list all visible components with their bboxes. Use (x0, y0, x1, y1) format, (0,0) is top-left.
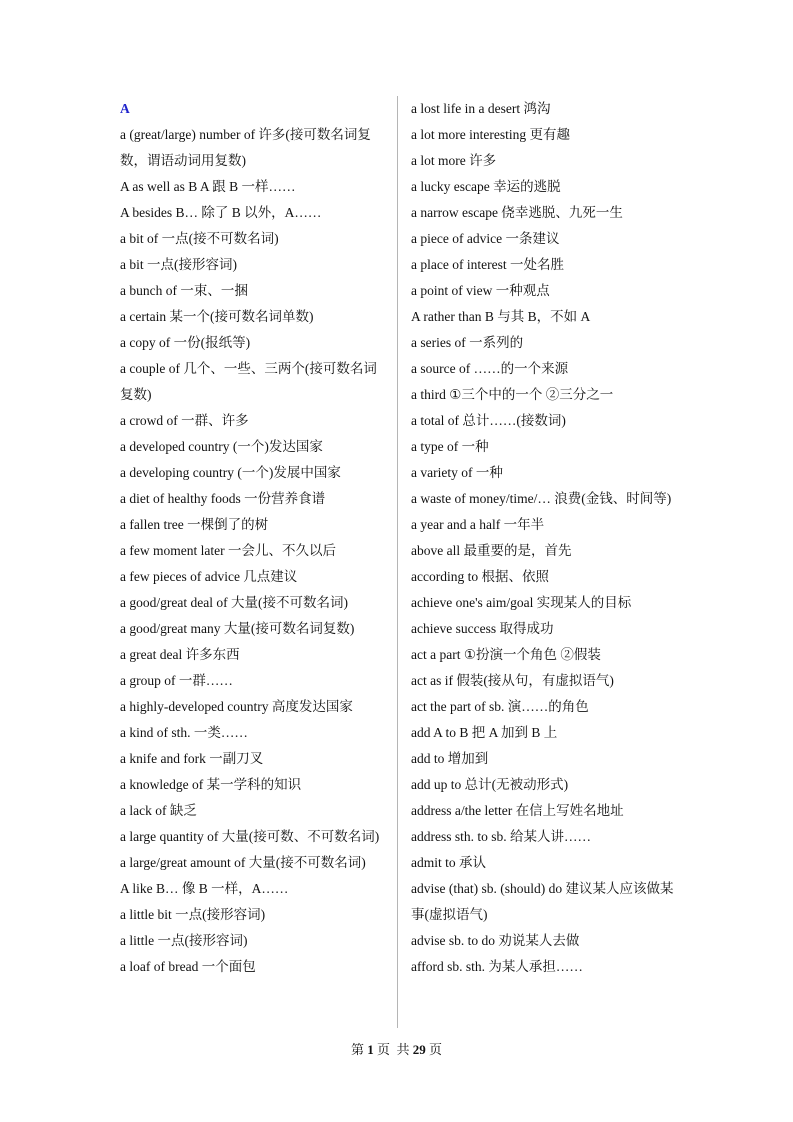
phrase-entry: a certain 某一个(接可数名词单数) (120, 309, 314, 324)
phrase-entry: according to 根据、依照 (411, 569, 549, 584)
phrase-entry: a type of 一种 (411, 439, 489, 454)
phrase-entry: a good/great deal of 大量(接不可数名词) (120, 595, 348, 610)
phrase-entry: a lucky escape 幸运的逃脱 (411, 179, 561, 194)
phrase-entry: a point of view 一种观点 (411, 283, 550, 298)
phrase-entry: a bit of 一点(接不可数名词) (120, 231, 279, 246)
phrase-entry: a knife and fork 一副刀叉 (120, 751, 264, 766)
phrase-entry: a bit 一点(接形容词) (120, 257, 237, 272)
phrase-entry: add up to 总计(无被动形式) (411, 777, 569, 792)
left-column (120, 96, 388, 980)
page-footer (0, 1040, 793, 1060)
footer-page-number: 1 (367, 1042, 374, 1057)
phrase-entry: a crowd of 一群、许多 (120, 413, 249, 428)
phrase-entry: above all 最重要的是，首先 (411, 543, 572, 558)
phrase-entry: a large/great amount of 大量(接不可数名词) (120, 855, 366, 870)
phrase-entry: a highly-developed country 高度发达国家 (120, 699, 353, 714)
phrase-entry: a copy of 一份(报纸等) (120, 335, 251, 350)
phrase-entry: a total of 总计……(接数词) (411, 413, 566, 428)
phrase-entry: a piece of advice 一条建议 (411, 231, 560, 246)
phrase-entry: a little bit 一点(接形容词) (120, 907, 266, 922)
phrase-entry: a bunch of 一束、一捆 (120, 283, 248, 298)
phrase-entry: address a/the letter 在信上写姓名地址 (411, 803, 624, 818)
phrase-entry: a lot more interesting 更有趣 (411, 127, 570, 142)
phrase-entry: A like B… 像 B 一样，A…… (120, 881, 289, 896)
phrase-entry: a developed country (一个)发达国家 (120, 439, 323, 454)
phrase-entry: add A to B 把 A 加到 B 上 (411, 725, 558, 740)
phrase-entry: a diet of healthy foods 一份营养食谱 (120, 491, 326, 506)
footer-total-pages: 29 (412, 1042, 426, 1057)
phrase-entry: A besides B… 除了 B 以外，A…… (120, 205, 322, 220)
phrase-entry: a waste of money/time/… 浪费(金钱、时间等) (411, 491, 672, 506)
phrase-entry: a fallen tree 一棵倒了的树 (120, 517, 269, 532)
phrase-entry: a large quantity of 大量(接可数、不可数名词) (120, 829, 380, 844)
phrase-entry: A as well as B A 跟 B 一样…… (120, 179, 296, 194)
phrase-entry: a kind of sth. 一类…… (120, 725, 248, 740)
phrase-entry: a little 一点(接形容词) (120, 933, 248, 948)
phrase-entry: achieve one's aim/goal 实现某人的目标 (411, 595, 632, 610)
phrase-entry: a couple of 几个、一些、三两个(接可数名词复数) (120, 361, 377, 402)
phrase-entry: a source of ……的一个来源 (411, 361, 569, 376)
phrase-entry: a third ①三个中的一个 ②三分之一 (411, 387, 614, 402)
column-divider (397, 96, 398, 1028)
phrase-entry: act a part ①扮演一个角色 ②假装 (411, 647, 601, 662)
phrase-entry: a good/great many 大量(接可数名词复数) (120, 621, 355, 636)
phrase-entry: a year and a half 一年半 (411, 517, 545, 532)
phrase-entry: a great deal 许多东西 (120, 647, 240, 662)
phrase-entry: act the part of sb. 演……的角色 (411, 699, 589, 714)
phrase-entry: a lot more 许多 (411, 153, 497, 168)
right-column (411, 96, 686, 980)
footer-suffix: 页 (429, 1042, 443, 1057)
phrase-entry: a few pieces of advice 几点建议 (120, 569, 298, 584)
phrase-entry: a developing country (一个)发展中国家 (120, 465, 341, 480)
phrase-entry: a (great/large) number of 许多(接可数名词复数，谓语动词用复数) (120, 127, 371, 168)
phrase-entry: a series of 一系列的 (411, 335, 524, 350)
phrase-entry: a lost life in a desert 鸿沟 (411, 101, 551, 116)
phrase-entry: a narrow escape 侥幸逃脱、九死一生 (411, 205, 623, 220)
phrase-entry: a loaf of bread 一个面包 (120, 959, 256, 974)
footer-middle: 页 共 (376, 1042, 410, 1057)
left-entry-list (120, 122, 388, 980)
phrase-entry: add to 增加到 (411, 751, 489, 766)
phrase-entry: admit to 承认 (411, 855, 486, 870)
phrase-entry: a group of 一群…… (120, 673, 233, 688)
section-heading: A (120, 101, 130, 116)
footer-prefix: 第 (350, 1042, 364, 1057)
phrase-entry: advise sb. to do 劝说某人去做 (411, 933, 580, 948)
phrase-entry: A rather than B 与其 B，不如 A (411, 309, 591, 324)
phrase-entry: a place of interest 一处名胜 (411, 257, 564, 272)
phrase-entry: a lack of 缺乏 (120, 803, 197, 818)
phrase-entry: a variety of 一种 (411, 465, 503, 480)
phrase-entry: a knowledge of 某一学科的知识 (120, 777, 302, 792)
phrase-entry: afford sb. sth. 为某人承担…… (411, 959, 583, 974)
phrase-entry: address sth. to sb. 给某人讲…… (411, 829, 591, 844)
phrase-entry: achieve success 取得成功 (411, 621, 554, 636)
phrase-entry: act as if 假装(接从句，有虚拟语气) (411, 673, 614, 688)
right-entry-list (411, 96, 686, 980)
phrase-entry: a few moment later 一会儿、不久以后 (120, 543, 336, 558)
phrase-entry: advise (that) sb. (should) do 建议某人应该做某事(虚拟语气) (411, 881, 674, 922)
